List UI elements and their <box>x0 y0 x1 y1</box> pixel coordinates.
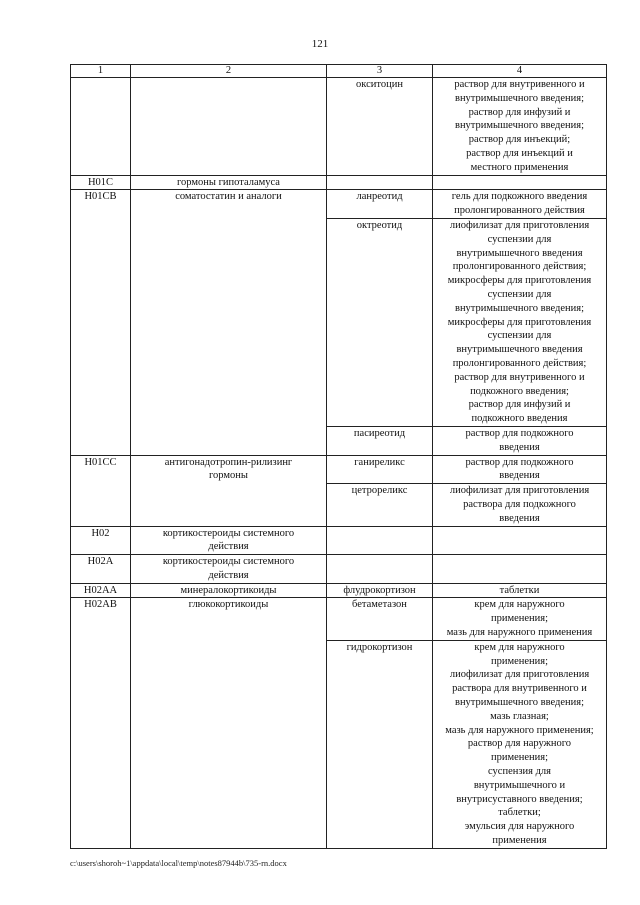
dosage-forms-cell: раствор для внутривенного и внутримышечного введения; раствор для инфузий и внутримышечного введения; раствор для инъекций; раствор для инъекций и местного применения <box>433 78 607 176</box>
table-row <box>71 598 607 640</box>
drug-cell: гидрокортизон <box>327 640 433 848</box>
dosage-forms-cell: раствор для подкожного введения <box>433 455 607 484</box>
header-cell: 4 <box>433 65 607 78</box>
drug-cell: окситоцин <box>327 78 433 176</box>
group-cell: соматостатин и аналоги <box>131 190 327 455</box>
drug-cell: цетрореликс <box>327 484 433 526</box>
atc-code-cell: H01CC <box>71 455 131 526</box>
table-row <box>71 175 607 190</box>
dosage-forms-cell: лиофилизат для приготовления раствора для подкожного введения <box>433 484 607 526</box>
header-cell: 2 <box>131 65 327 78</box>
drug-cell <box>327 555 433 584</box>
group-cell: кортикостероиды системного действия <box>131 526 327 555</box>
group-cell: антигонадотропин-рилизинг гормоны <box>131 455 327 526</box>
dosage-forms-cell: гель для подкожного введения пролонгированного действия <box>433 190 607 219</box>
atc-code-cell: H01CB <box>71 190 131 455</box>
drug-cell <box>327 526 433 555</box>
drug-cell: бетаметазон <box>327 598 433 640</box>
dosage-forms-cell: лиофилизат для приготовления суспензии для внутримышечного введения пролонгированного действия; микросферы для приготовления суспензии для внутримышечного введения; микросферы для приготовления суспензии для внутримышечного введения пролонгированного действия; раствор для внутривенного и подкожного введения; раствор для инфузий и подкожного введения <box>433 218 607 426</box>
atc-code-cell: H01C <box>71 175 131 190</box>
header-cell: 3 <box>327 65 433 78</box>
dosage-forms-cell <box>433 526 607 555</box>
dosage-forms-cell: крем для наружного применения; мазь для наружного применения <box>433 598 607 640</box>
drug-cell: ланреотид <box>327 190 433 219</box>
group-cell: гормоны гипоталамуса <box>131 175 327 190</box>
table-row <box>71 555 607 584</box>
header-cell: 1 <box>71 65 131 78</box>
dosage-forms-cell <box>433 555 607 584</box>
group-cell <box>131 78 327 176</box>
drug-cell: пасиреотид <box>327 426 433 455</box>
drug-cell <box>327 175 433 190</box>
drug-cell: флудрокортизон <box>327 583 433 598</box>
table-row <box>71 526 607 555</box>
drug-table <box>70 64 607 849</box>
table-row <box>71 455 607 484</box>
footer-file-path: c:\users\shoroh~1\appdata\local\temp\notes87944b\735-rn.docx <box>70 858 287 868</box>
atc-code-cell <box>71 78 131 176</box>
group-cell: минералокортикоиды <box>131 583 327 598</box>
dosage-forms-cell <box>433 175 607 190</box>
table-header-row <box>71 65 607 78</box>
atc-code-cell: H02AA <box>71 583 131 598</box>
drug-cell: ганиреликс <box>327 455 433 484</box>
group-cell: глюкокортикоиды <box>131 598 327 848</box>
table-row <box>71 78 607 176</box>
atc-code-cell: H02AB <box>71 598 131 848</box>
page-number: 121 <box>311 38 329 50</box>
dosage-forms-cell: раствор для подкожного введения <box>433 426 607 455</box>
drug-cell: октреотид <box>327 218 433 426</box>
table-row <box>71 190 607 219</box>
table-row <box>71 583 607 598</box>
dosage-forms-cell: таблетки <box>433 583 607 598</box>
group-cell: кортикостероиды системного действия <box>131 555 327 584</box>
atc-code-cell: H02 <box>71 526 131 555</box>
dosage-forms-cell: крем для наружного применения; лиофилизат для приготовления раствора для внутривенного и внутримышечного введения; мазь глазная; мазь для наружного применения; раствор для наружного применения; суспензия для внутримышечного и внутрисуставного введения; таблетки; эмульсия для наружного применения <box>433 640 607 848</box>
atc-code-cell: H02A <box>71 555 131 584</box>
